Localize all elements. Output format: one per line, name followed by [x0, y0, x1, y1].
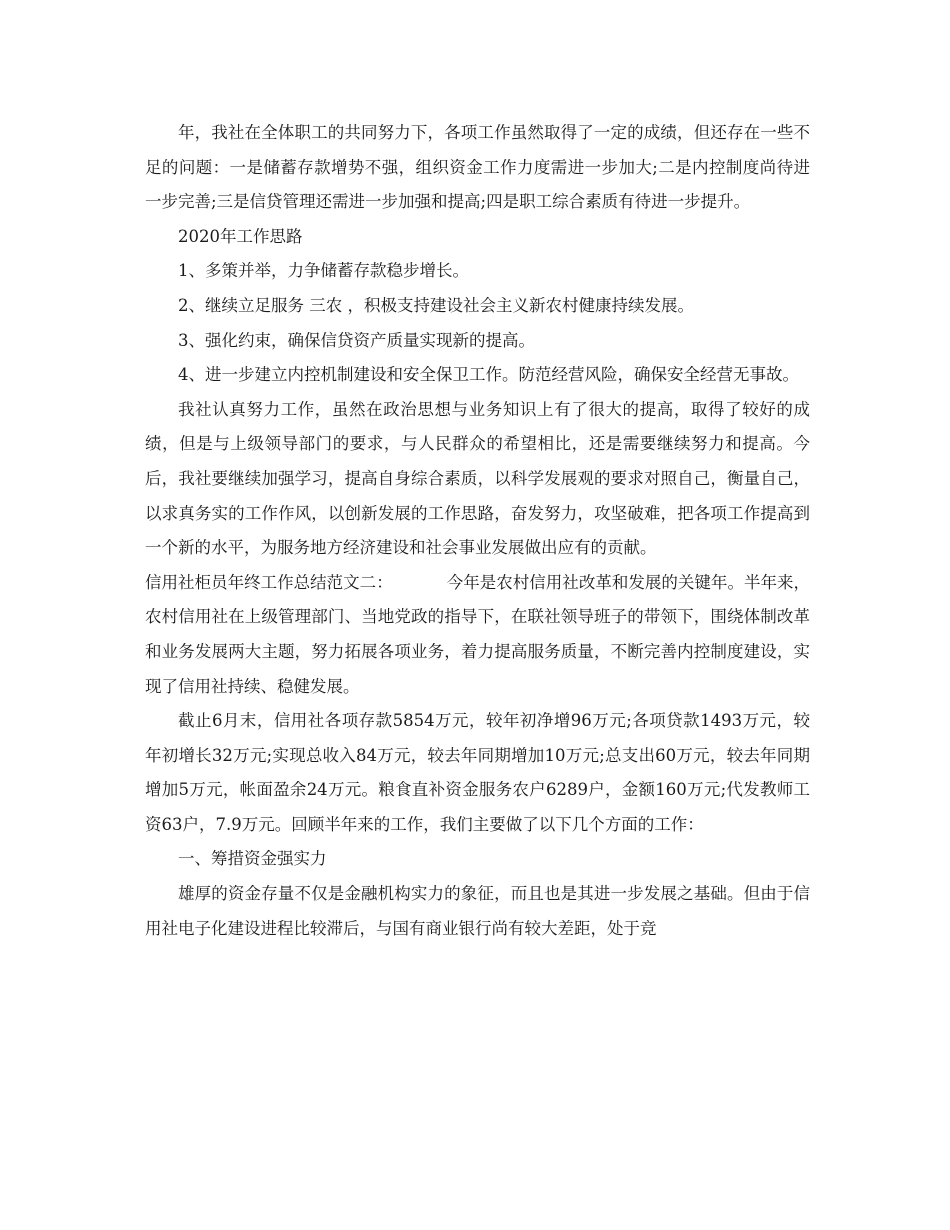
paragraph-conclusion: 我社认真努力工作，虽然在政治思想与业务知识上有了很大的提高，取得了较好的成绩，但是与上级领导部门的要求，与人民群众的希望相比，还是需要继续努力和提高。今后，我社要继续加强学习，提高自身综合素质，以科学发展观的要求对照自己，衡量自己，以求真务实的工作作风，以创新发展的工作思路，奋发努力，攻坚破难，把各项工作提高到一个新的水平，为服务地方经济建设和社会事业发展做出应有的贡献。 [145, 399, 810, 558]
heading-2020-plan: 2020年工作思路 [178, 226, 303, 246]
list-item-2: 2、继续立足服务 三农 ，积极支持建设社会主义新农村健康持续发展。 [178, 295, 694, 315]
paragraph-statistics: 截止6月末，信用社各项存款5854万元，较年初净增96万元;各项贷款1493万元，较年初增长32万元;实现总收入84万元，较去年同期增加10万元;总支出60万元，较去年同期增加5万元，帐面盈余24万元。粮食直补资金服务农户6289户，金额160万元;代发教师工资63户，7.9万元。回顾半年来的工作，我们主要做了以下几个方面的工作： [145, 711, 810, 834]
document-page [145, 116, 810, 946]
list-item-3: 3、强化约束，确保信贷资产质量实现新的提高。 [178, 330, 535, 350]
section2-paragraph [145, 566, 810, 704]
heading-raise-funds: 一、筹措资金强实力 [178, 849, 327, 869]
paragraph-funds-foundation: 雄厚的资金存量不仅是金融机构实力的象征，而且也是其进一步发展之基础。但由于信用社电子化建设进程比较滞后，与国有商业银行尚有较大差距，处于竞 [145, 884, 810, 938]
list-item-4: 4、进一步建立内控机制建设和安全保卫工作。防范经营风险，确保安全经营无事故。 [178, 365, 799, 385]
section2-heading: 信用社柜员年终工作总结范文二： [145, 572, 393, 592]
list-item-1: 1、多策并举，力争储蓄存款稳步增长。 [178, 261, 469, 281]
section2-lead: 今年是农村信用社改革和发展的关键年。半年来，农村信用社在上级管理部门、当地党政的指导下，在联社领导班子的带领下，围绕体制改革和业务发展两大主题，努力拓展各项业务，着力提高服务质量，不断完善内控制度建设，实现了信用社持续、稳健发展。 [145, 572, 811, 696]
paragraph-summary-problems: 年，我社在全体职工的共同努力下，各项工作虽然取得了一定的成绩，但还存在一些不足的问题：一是储蓄存款增势不强，组织资金工作力度需进一步加大;二是内控制度尚待进一步完善;三是信贷管理还需进一步加强和提高;四是职工综合素质有待进一步提升。 [145, 123, 810, 212]
